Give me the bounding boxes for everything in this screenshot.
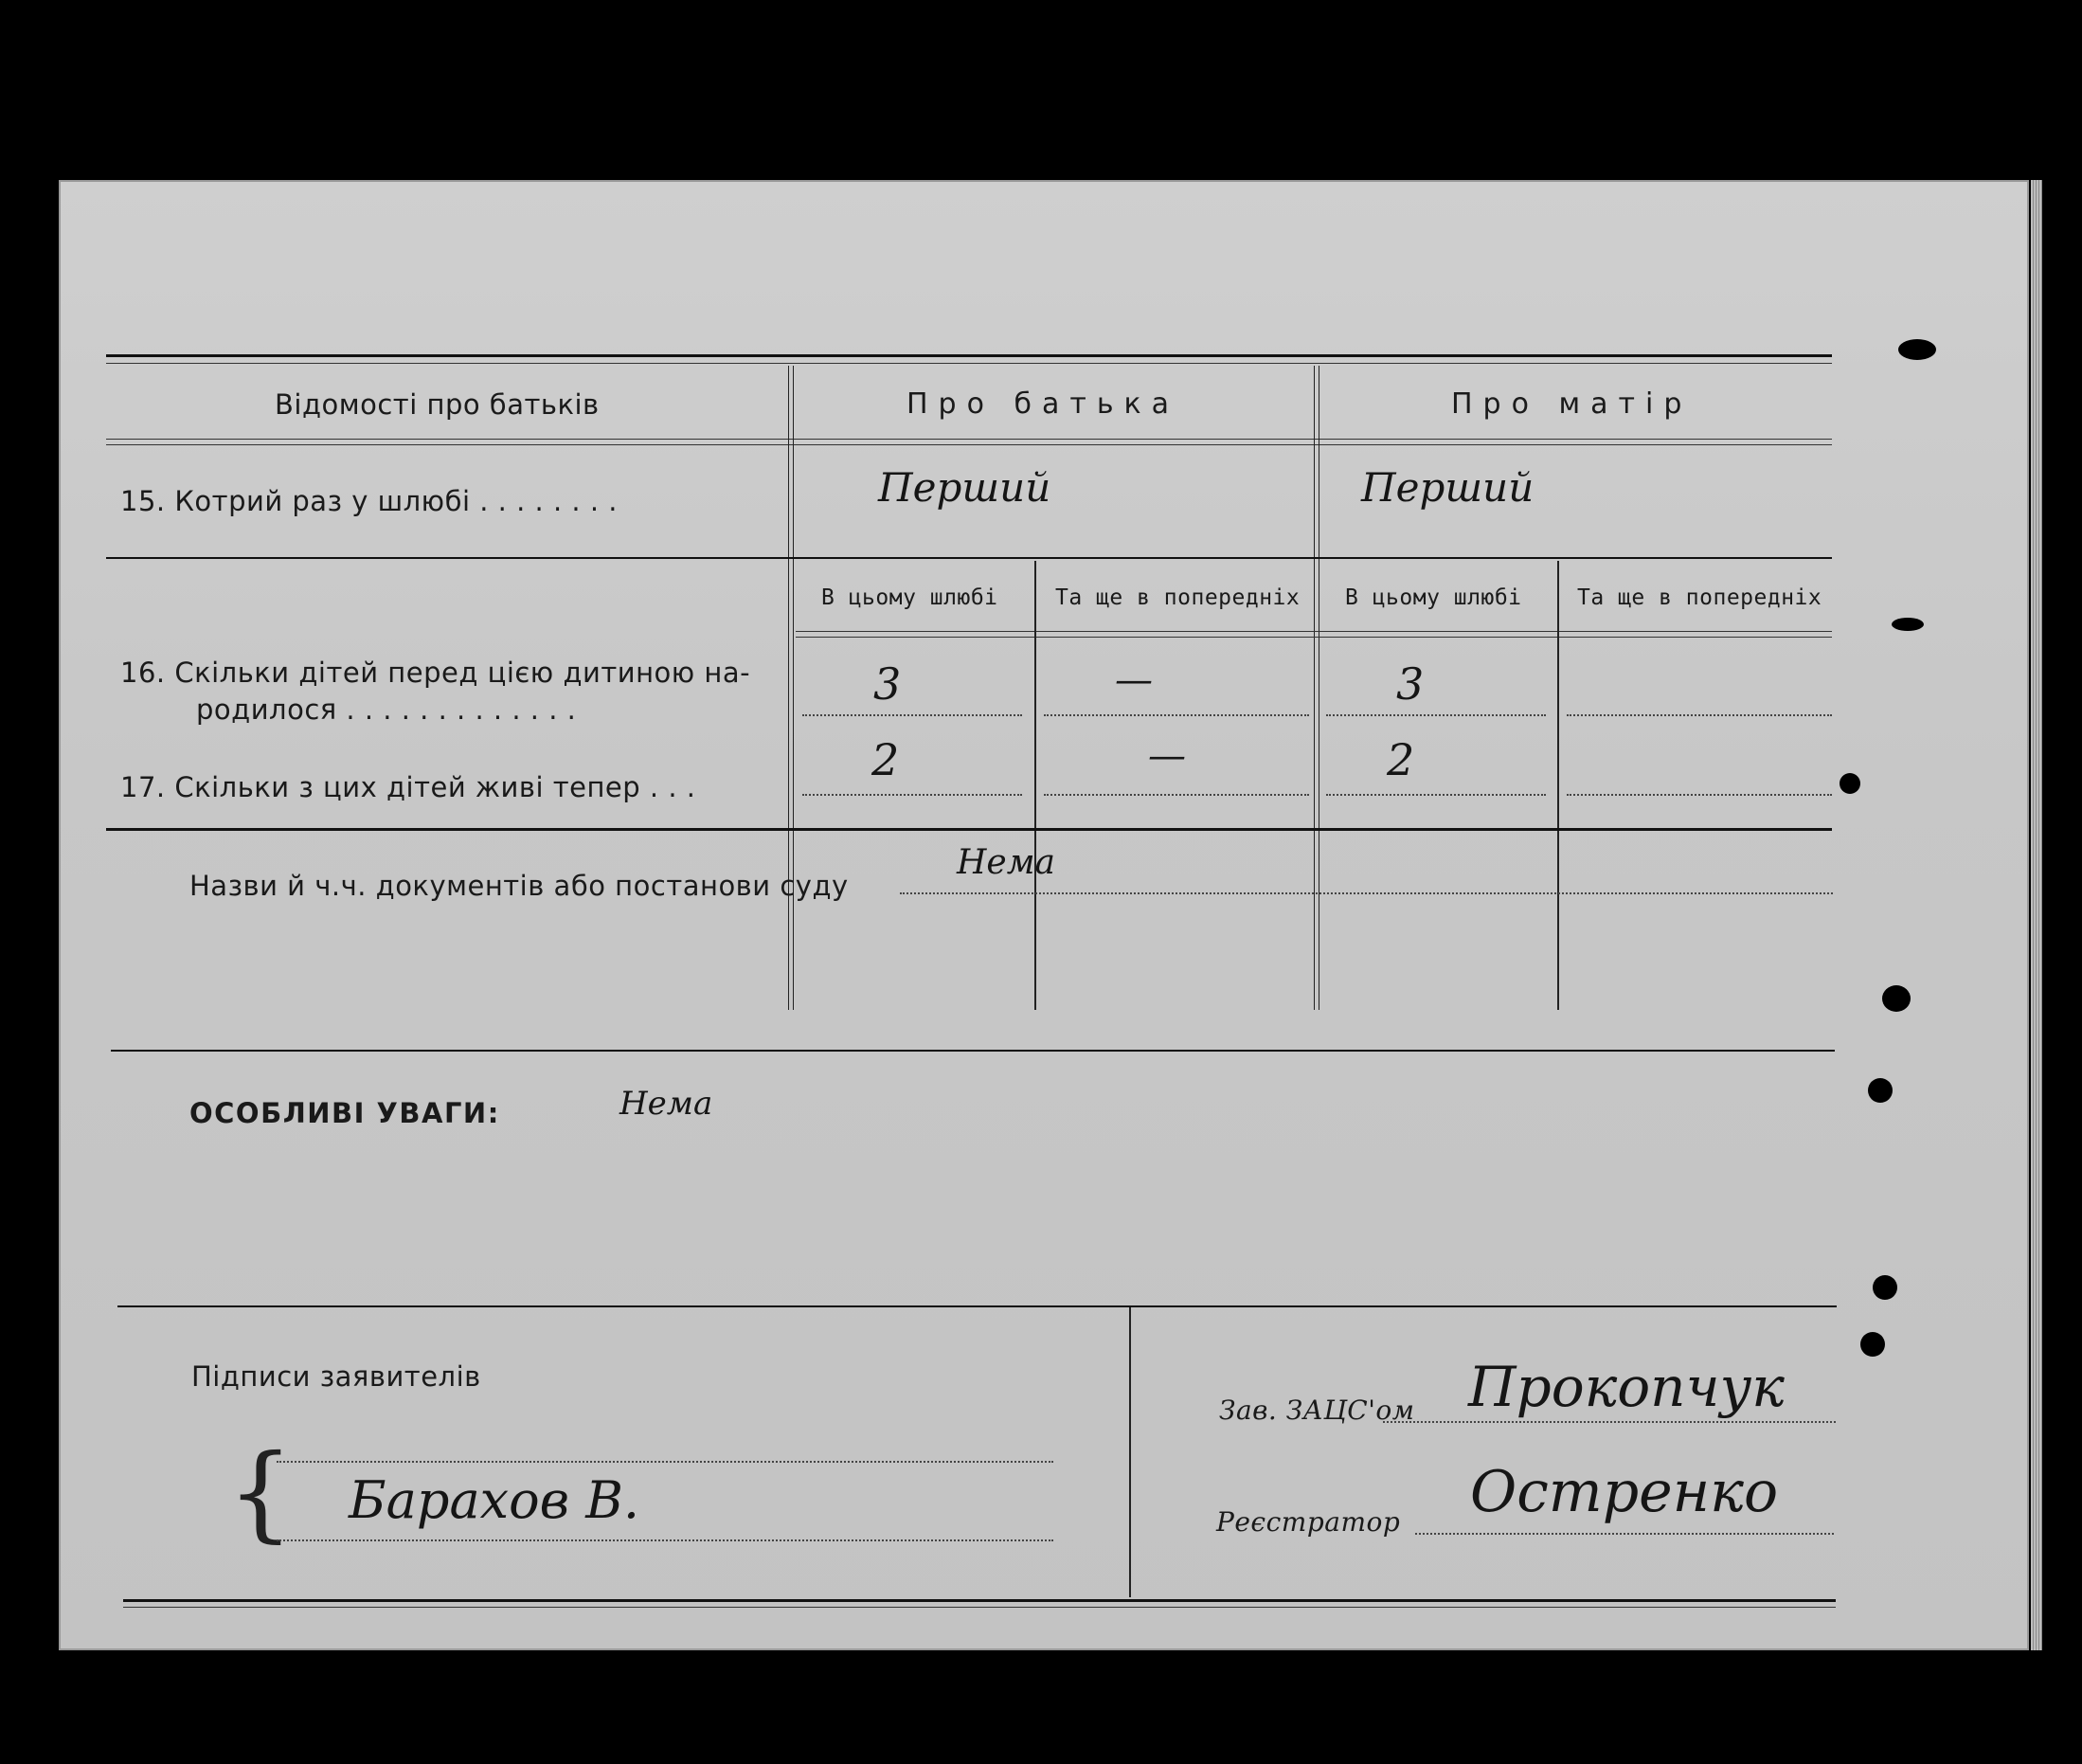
registrar-signature-line <box>1415 1533 1834 1535</box>
column-divider-1 <box>788 366 794 1010</box>
binding-hole <box>1873 1275 1897 1300</box>
q16-mother-this-value: 3 <box>1396 658 1425 710</box>
applicant-signature: Барахов В. <box>349 1470 640 1530</box>
notes-bottom-rule <box>117 1305 1837 1307</box>
applicant-signature-line-2 <box>277 1539 1053 1541</box>
special-notes-label: ОСОБЛИВІ УВАГИ: <box>189 1097 500 1129</box>
binding-hole <box>1868 1078 1893 1103</box>
table-top-rule-thin <box>106 363 1832 364</box>
q17-father-this-value: 2 <box>871 734 900 785</box>
row15-bottom-rule <box>106 557 1832 559</box>
q16-father-prev-dotline <box>1044 714 1309 716</box>
subcolumn-divider-mother <box>1557 561 1559 1010</box>
head-zags-label: Зав. ЗАЦС'ом <box>1219 1395 1415 1426</box>
q17-father-previous-value: — <box>1148 734 1186 778</box>
documents-value: Нема <box>957 843 1056 882</box>
q16-father-this-dotline <box>802 714 1022 716</box>
q16-label-line1: 16. Скільки дітей перед цією дитиною на- <box>120 657 751 689</box>
page-bottom-rule <box>123 1599 1836 1602</box>
binding-hole <box>1892 618 1924 631</box>
subheader-father-previous: Та ще в попередніх <box>1055 585 1301 610</box>
documents-bottom-rule <box>111 1050 1835 1052</box>
table-bottom-rule <box>106 828 1832 831</box>
applicants-bracket: { <box>227 1431 294 1553</box>
header-about-father: Про батька <box>906 387 1180 421</box>
q17-mother-this-dotline <box>1326 794 1546 796</box>
binding-hole <box>1860 1332 1885 1357</box>
binding-hole <box>1898 339 1936 360</box>
applicants-signatures-label: Підписи заявителів <box>191 1360 481 1393</box>
header-bottom-rule-2 <box>106 444 1832 445</box>
binding-hole <box>1882 985 1911 1012</box>
subcolumn-divider-father <box>1034 561 1036 1010</box>
subheader-mother-this-marriage: В цьому шлюбі <box>1345 585 1522 610</box>
subheader-father-this-marriage: В цьому шлюбі <box>821 585 998 610</box>
q17-label: 17. Скільки з цих дітей живі тепер . . . <box>120 771 696 803</box>
q15-mother-value: Перший <box>1361 464 1535 511</box>
page-edge <box>2031 180 2042 1650</box>
q17-father-prev-dotline <box>1044 794 1309 796</box>
q15-label: 15. Котрий раз у шлюбі . . . . . . . . <box>120 485 618 517</box>
documents-dotline <box>900 892 1833 894</box>
q17-mother-prev-dotline <box>1567 794 1832 796</box>
q16-mother-prev-dotline <box>1567 714 1832 716</box>
document-page <box>59 180 2029 1650</box>
q15-father-value: Перший <box>878 464 1051 511</box>
table-top-rule <box>106 354 1832 357</box>
q17-father-this-dotline <box>802 794 1022 796</box>
special-notes-value: Нема <box>619 1085 713 1123</box>
registrar-signature: Остренко <box>1470 1459 1779 1525</box>
subheader-rule <box>796 631 1832 632</box>
applicant-signature-line-1 <box>277 1461 1053 1463</box>
q16-father-previous-value: — <box>1115 658 1153 702</box>
header-bottom-rule <box>106 439 1832 440</box>
subheader-mother-previous: Та ще в попередніх <box>1577 585 1822 610</box>
q16-mother-this-dotline <box>1326 714 1546 716</box>
q16-father-this-value: 3 <box>873 658 902 710</box>
head-zags-signature-line <box>1383 1421 1836 1423</box>
q17-mother-this-value: 2 <box>1387 734 1415 785</box>
head-zags-signature: Прокопчук <box>1468 1355 1785 1419</box>
documents-label: Назви й ч.ч. документів або постанови суду <box>189 870 849 902</box>
q16-label-line2: родилося . . . . . . . . . . . . . <box>196 693 577 726</box>
page-bottom-rule-thin <box>123 1607 1836 1608</box>
signature-divider <box>1129 1307 1131 1597</box>
header-about-mother: Про матір <box>1451 387 1693 421</box>
binding-hole <box>1840 773 1860 794</box>
column-divider-2 <box>1314 366 1319 1010</box>
registrar-label: Реєстратор <box>1216 1506 1401 1538</box>
subheader-rule-2 <box>796 637 1832 638</box>
header-parents-info: Відомості про батьків <box>275 388 600 421</box>
